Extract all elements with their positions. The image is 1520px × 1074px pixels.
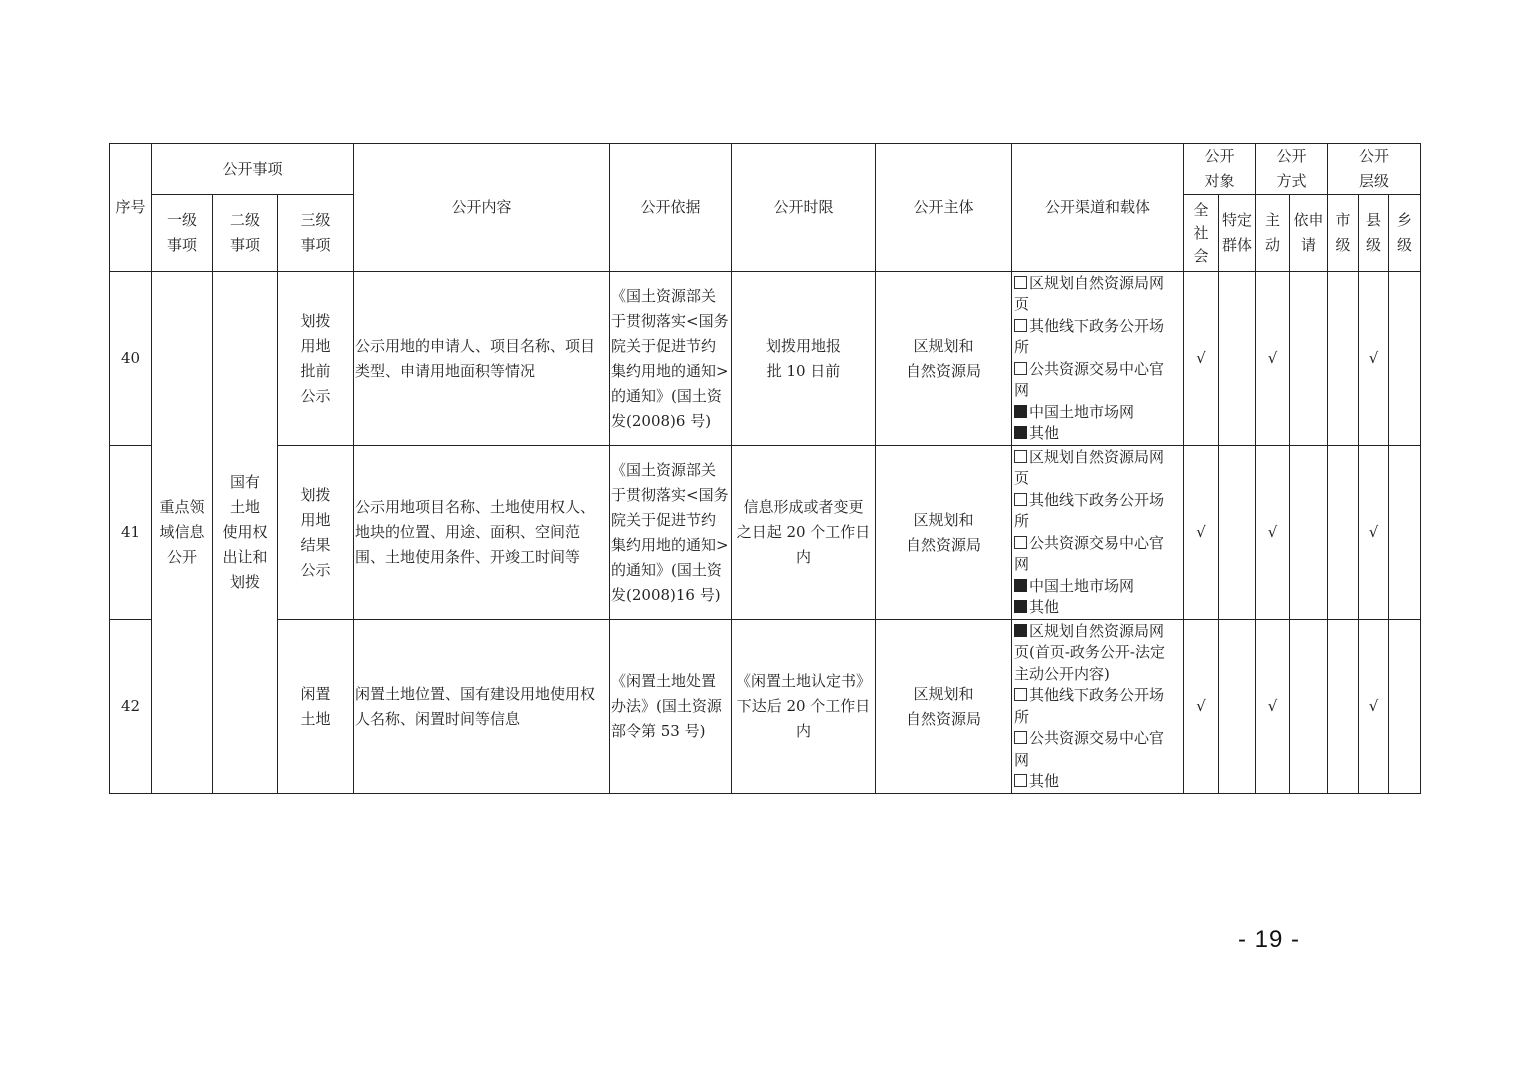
row-channels bbox=[1012, 272, 1184, 446]
disclosure-table bbox=[109, 143, 1421, 794]
channel-item: 区规划自然资源局网 页(首页-政务公开-法定 主动公开内容) bbox=[1014, 621, 1165, 683]
channel-item: 公共资源交易中心官 网 bbox=[1014, 729, 1165, 769]
row-target-specific bbox=[1219, 446, 1256, 620]
header-channel: 公开渠道和载体 bbox=[1012, 144, 1184, 272]
row-basis: 《国土资源部关 于贯彻落实<国务 院关于促进节约 集约用地的通知> 的通知》(国土资 发(2008)16 号) bbox=[610, 446, 732, 620]
row-method-apply bbox=[1290, 620, 1328, 794]
channel-item: 公共资源交易中心官 网 bbox=[1014, 533, 1165, 573]
row-level-city bbox=[1328, 446, 1359, 620]
header-level3: 三级 事项 bbox=[278, 195, 354, 272]
channel-item: 其他线下政务公开场 所 bbox=[1014, 316, 1165, 356]
header-target-specific: 特定 群体 bbox=[1219, 195, 1256, 272]
row-seq: 42 bbox=[110, 620, 152, 794]
checkbox-icon bbox=[1014, 426, 1027, 439]
checkbox-icon bbox=[1014, 624, 1027, 637]
row-content: 公示用地的申请人、项目名称、项目类型、申请用地面积等情况 bbox=[354, 272, 610, 446]
row-level3: 闲置 土地 bbox=[278, 620, 354, 794]
row-content: 公示用地项目名称、土地使用权人、地块的位置、用途、面积、空间范围、土地使用条件、开竣工时间等 bbox=[354, 446, 610, 620]
checkbox-icon bbox=[1014, 362, 1027, 375]
row-level-town bbox=[1389, 272, 1421, 446]
channel-item: 公共资源交易中心官 网 bbox=[1014, 359, 1165, 399]
row-time-limit: 划拨用地报 批 10 日前 bbox=[732, 272, 876, 446]
header-basis: 公开依据 bbox=[610, 144, 732, 272]
row-level-city bbox=[1328, 620, 1359, 794]
row-level-city bbox=[1328, 272, 1359, 446]
channel-item: 其他线下政务公开场 所 bbox=[1014, 490, 1165, 530]
checkbox-icon bbox=[1014, 536, 1027, 549]
checkbox-icon bbox=[1014, 579, 1027, 592]
row-channels bbox=[1012, 446, 1184, 620]
header-level2: 二级 事项 bbox=[213, 195, 278, 272]
header-level1: 一级 事项 bbox=[152, 195, 213, 272]
row-level-town bbox=[1389, 446, 1421, 620]
row-method-apply bbox=[1290, 272, 1328, 446]
checkbox-icon bbox=[1014, 319, 1027, 332]
channel-item: 区规划自然资源局网 页 bbox=[1014, 447, 1165, 487]
channel-item: 其他 bbox=[1014, 423, 1183, 445]
table-row bbox=[110, 446, 1421, 620]
checkbox-icon bbox=[1014, 774, 1027, 787]
row-method-apply bbox=[1290, 446, 1328, 620]
page-number: - 19 - bbox=[1238, 926, 1301, 953]
row-target-all: √ bbox=[1184, 446, 1219, 620]
checkbox-icon bbox=[1014, 493, 1027, 506]
header-level-county: 县 级 bbox=[1359, 195, 1389, 272]
checkbox-icon bbox=[1014, 276, 1027, 289]
row-seq: 41 bbox=[110, 446, 152, 620]
header-time-limit: 公开时限 bbox=[732, 144, 876, 272]
checkbox-icon bbox=[1014, 450, 1027, 463]
row-level-town bbox=[1389, 620, 1421, 794]
checkbox-icon bbox=[1014, 600, 1027, 613]
header-level-group: 公开 层级 bbox=[1328, 144, 1421, 195]
header-target-group: 公开 对象 bbox=[1184, 144, 1256, 195]
row-content: 闲置土地位置、国有建设用地使用权人名称、闲置时间等信息 bbox=[354, 620, 610, 794]
checkbox-icon bbox=[1014, 405, 1027, 418]
header-target-all: 全 社 会 bbox=[1184, 195, 1219, 272]
header-subject: 公开主体 bbox=[876, 144, 1012, 272]
table-row bbox=[110, 620, 1421, 794]
row-level-county: √ bbox=[1359, 272, 1389, 446]
header-content: 公开内容 bbox=[354, 144, 610, 272]
row-time-limit: 信息形成或者变更 之日起 20 个工作日 内 bbox=[732, 446, 876, 620]
row-method-active: √ bbox=[1256, 272, 1290, 446]
header-items-group: 公开事项 bbox=[152, 144, 354, 195]
table-row bbox=[110, 272, 1421, 446]
row-target-specific bbox=[1219, 620, 1256, 794]
checkbox-icon bbox=[1014, 731, 1027, 744]
header-method-group: 公开 方式 bbox=[1256, 144, 1328, 195]
row-target-all: √ bbox=[1184, 620, 1219, 794]
row-method-active: √ bbox=[1256, 620, 1290, 794]
row-basis: 《闲置土地处置 办法》(国土资源 部令第 53 号) bbox=[610, 620, 732, 794]
row-level3: 划拨 用地 结果 公示 bbox=[278, 446, 354, 620]
header-method-active: 主 动 bbox=[1256, 195, 1290, 272]
row-subject: 区规划和 自然资源局 bbox=[876, 446, 1012, 620]
row-target-specific bbox=[1219, 272, 1256, 446]
row-method-active: √ bbox=[1256, 446, 1290, 620]
level2-merged-cell: 国有 土地 使用权 出让和 划拨 bbox=[213, 272, 278, 794]
channel-item: 中国土地市场网 bbox=[1014, 402, 1183, 424]
header-level-town: 乡 级 bbox=[1389, 195, 1421, 272]
header-seq: 序号 bbox=[110, 144, 152, 272]
row-channels bbox=[1012, 620, 1184, 794]
header-row-top bbox=[110, 144, 1421, 195]
header-level-city: 市 级 bbox=[1328, 195, 1359, 272]
row-time-limit: 《闲置土地认定书》 下达后 20 个工作日 内 bbox=[732, 620, 876, 794]
row-level-county: √ bbox=[1359, 446, 1389, 620]
header-method-apply: 依申 请 bbox=[1290, 195, 1328, 272]
channel-item: 区规划自然资源局网 页 bbox=[1014, 273, 1165, 313]
row-subject: 区规划和 自然资源局 bbox=[876, 272, 1012, 446]
channel-item: 其他 bbox=[1014, 771, 1183, 793]
row-basis: 《国土资源部关 于贯彻落实<国务 院关于促进节约 集约用地的通知> 的通知》(国土资 发(2008)6 号) bbox=[610, 272, 732, 446]
row-level3: 划拨 用地 批前 公示 bbox=[278, 272, 354, 446]
channel-item: 中国土地市场网 bbox=[1014, 576, 1183, 598]
row-target-all: √ bbox=[1184, 272, 1219, 446]
row-level-county: √ bbox=[1359, 620, 1389, 794]
row-seq: 40 bbox=[110, 272, 152, 446]
checkbox-icon bbox=[1014, 688, 1027, 701]
channel-item: 其他 bbox=[1014, 597, 1183, 619]
row-subject: 区规划和 自然资源局 bbox=[876, 620, 1012, 794]
channel-item: 其他线下政务公开场 所 bbox=[1014, 686, 1165, 726]
level1-merged-cell: 重点领 域信息 公开 bbox=[152, 272, 213, 794]
